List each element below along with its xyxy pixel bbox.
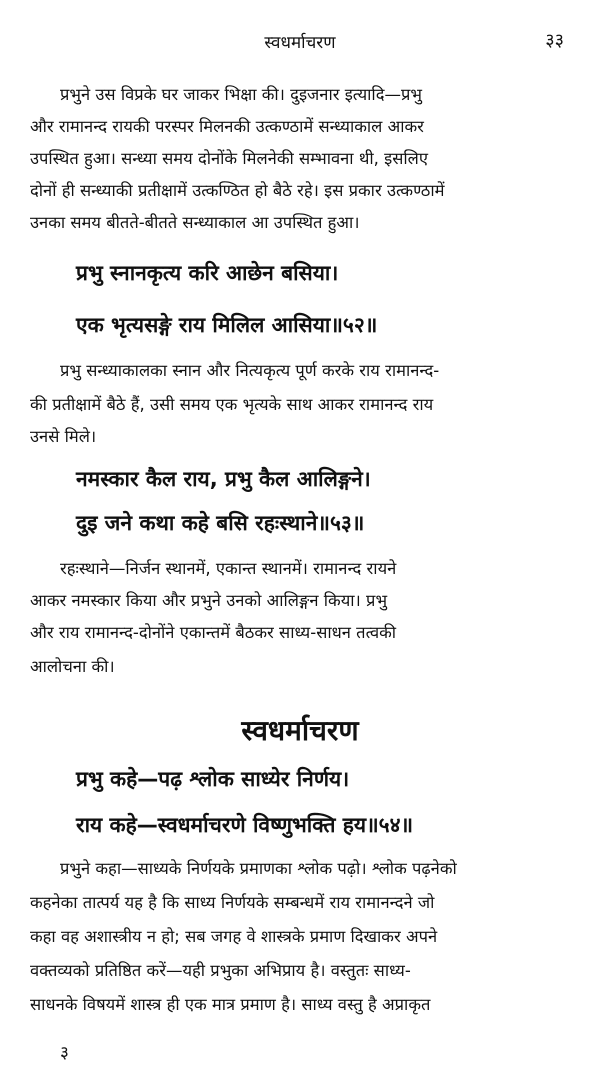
para4-line-3: कहा वह अशास्त्रीय न हो; सब जगह वे शास्त्रके प्रमाण दिखाकर अपने xyxy=(30,927,438,946)
para4-line-4: वक्तव्यको प्रतिष्ठित करें—यही प्रभुका अभिप्राय है। वस्तुतः साध्य- xyxy=(30,961,411,980)
verse-52-line-2: एक भृत्यसङ्गे राय मिलिल आसिया॥५२॥ xyxy=(76,313,378,337)
para3-line-4: आलोचना की। xyxy=(30,657,115,676)
verse-52-line-1: प्रभु स्नानकृत्य करि आछेन बसिया। xyxy=(76,261,339,285)
verse-54-line-2: राय कहे—स्वधर्माचरणे विष्णुभक्ति हय॥५४॥ xyxy=(76,813,414,837)
para3-line-2: आकर नमस्कार किया और प्रभुने उनको आलिङ्गन किया। प्रभु xyxy=(30,591,388,610)
para4-line-2: कहनेका तात्पर्य यह है कि साध्य निर्णयके सम्बन्धमें राय रामानन्दने जो xyxy=(30,893,435,912)
para3-line-1: रहःस्थाने—निर्जन स्थानमें, एकान्त स्थानमें। रामानन्द रायने xyxy=(60,559,397,578)
para2-line-3: उनसे मिले। xyxy=(30,427,97,446)
page-number: ३३ xyxy=(545,30,564,51)
signature-mark: ३ xyxy=(60,1043,69,1063)
running-title: स्वधर्माचरण xyxy=(264,33,336,53)
para1-line-1: प्रभुने उस विप्रके घर जाकर भिक्षा की। दुइजनार इत्यादि—प्रभु xyxy=(60,85,422,104)
para1-line-3: उपस्थित हुआ। सन्ध्या समय दोनोंके मिलनेकी सम्भावना थी, इसलिए xyxy=(30,149,428,168)
para4-line-5: साधनके विषयमें शास्त्र ही एक मात्र प्रमाण है। साध्य वस्तु है अप्राकृत xyxy=(30,995,431,1014)
para2-line-2: की प्रतीक्षामें बैठे हैं, उसी समय एक भृत्यके साथ आकर रामानन्द राय xyxy=(30,395,434,414)
para1-line-2: और रामानन्द रायकी परस्पर मिलनकी उत्कण्ठामें सन्ध्याकाल आकर xyxy=(30,117,424,136)
para1-line-5: उनका समय बीतते-बीतते सन्ध्याकाल आ उपस्थित हुआ। xyxy=(30,213,360,232)
para4-line-1: प्रभुने कहा—साध्यके निर्णयके प्रमाणका श्लोक पढ़ो। श्लोक पढ़नेको xyxy=(60,859,457,878)
verse-53-line-2: दुइ जने कथा कहे बसि रहःस्थाने॥५३॥ xyxy=(76,511,365,535)
para2-line-1: प्रभु सन्ध्याकालका स्नान और नित्यकृत्य पूर्ण करके राय रामानन्द- xyxy=(60,361,440,380)
para1-line-4: दोनों ही सन्ध्याकी प्रतीक्षामें उत्कण्ठित हो बैठे रहे। इस प्रकार उत्कण्ठामें xyxy=(30,181,445,200)
section-heading: स्वधर्माचरण xyxy=(241,714,359,747)
para3-line-3: और राय रामानन्द-दोनोंने एकान्तमें बैठकर साध्य-साधन तत्वकी xyxy=(30,623,397,642)
verse-54-line-1: प्रभु कहे—पढ़ श्लोक साध्येर निर्णय। xyxy=(76,767,350,791)
verse-53-line-1: नमस्कार कैल राय, प्रभु कैल आलिङ्गने। xyxy=(76,467,371,491)
